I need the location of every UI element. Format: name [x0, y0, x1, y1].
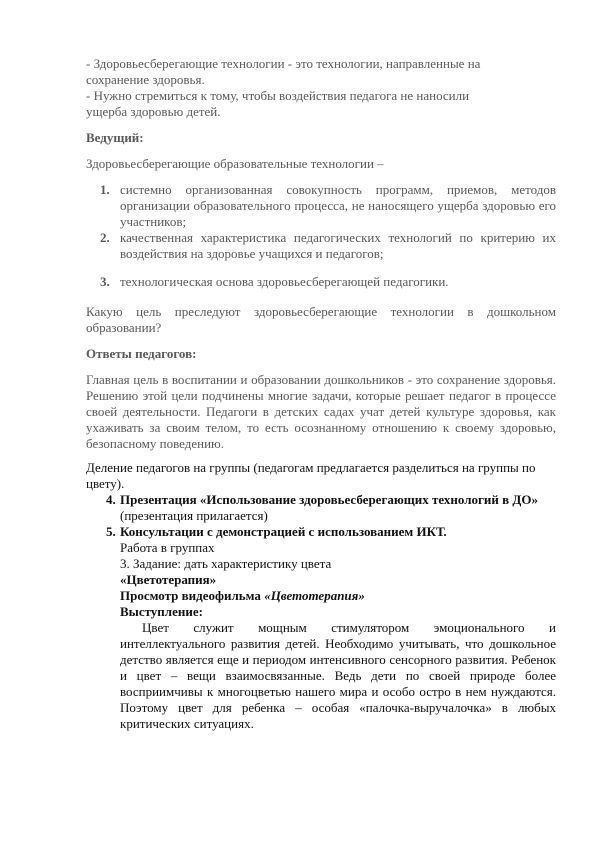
leader-heading: Ведущий: — [86, 130, 144, 145]
speech-heading: Выступление: — [120, 604, 203, 619]
activity-item-number: 4. — [106, 492, 116, 507]
activity-item-presentation — [86, 492, 556, 524]
intro-line-1: - Здоровьесберегающие технологии - это технологии, направленные на сохранение здоровья. — [86, 56, 481, 87]
division-text: Деление педагогов на группы (педагогам предлагается разделиться на группы по цвету). — [86, 460, 536, 491]
activity-item-title: Консультации с демонстрацией с использованием ИКТ. — [120, 524, 447, 539]
activity-item-consultation — [86, 524, 556, 540]
leader-question: Какую цель преследуют здоровьесберегающие технологии в дошкольном образовании? — [86, 304, 556, 335]
activity-item-note: (презентация прилагается) — [120, 508, 268, 523]
intro-line-2: - Нужно стремиться к тому, чтобы воздействия педагога не наносили ущерба здоровью детей. — [86, 88, 470, 119]
definition-item-number: 1. — [100, 182, 110, 197]
definition-item-text: технологическая основа здоровьесберегающей педагогики. — [120, 274, 449, 289]
groups-block — [86, 460, 556, 732]
video-line — [120, 588, 556, 604]
definition-item-text: системно организованная совокупность программ, приемов, методов организации образовательного процесса, не наносящего ущерба здоровью его участников; — [120, 182, 556, 229]
definition-item-number: 3. — [100, 274, 110, 289]
definition-item — [86, 230, 556, 262]
definition-item — [86, 274, 556, 290]
definition-list — [86, 182, 556, 290]
speech-text: Цвет служит мощным стимулятором эмоционального и интеллектуального развития детей. Необходимо учитывать, что дошкольное детство является еще и периодом интенсивного сенсорного развития. Ребенок и цвет – вещи взаимосвязанные. Ведь дети по своей природе более восприимчивы к многоцветью нашего мира и особо остро в нем нуждаются. Поэтому цвет для ребенка – особая «палочка-выручалочка» в любых критических ситуациях. — [120, 620, 556, 731]
video-title: «Цветотерапия» — [264, 588, 365, 603]
definition-item-text: качественная характеристика педагогических технологий по критерию их воздействия на здоровье учащихся и педагогов; — [120, 230, 556, 261]
definition-intro: Здоровьесберегающие образовательные технологии – — [86, 156, 384, 171]
video-prefix: Просмотр видеофильма — [120, 588, 265, 603]
document-page — [86, 56, 556, 732]
activity-item-title: Презентация «Использование здоровьесберегающих технологий в ДО» — [120, 492, 538, 507]
task-line: 3. Задание: дать характеристику цвета — [120, 556, 332, 571]
group-work-label: Работа в группах — [120, 540, 215, 555]
definition-item — [86, 182, 556, 230]
color-therapy-label: «Цветотерапия» — [120, 572, 217, 587]
activity-item-number: 5. — [106, 524, 116, 539]
definition-item-number: 2. — [100, 230, 110, 245]
answers-text: Главная цель в воспитании и образовании дошкольников - это сохранение здоровья. Решению этой цели подчинены многие задачи, которые решает педагог в процессе своей деятельности. Педагоги в детских садах учат детей культуре здоровья, как ухаживать за своим телом, то есть осознанному отношению к своему здоровью, безопасному поведению. — [86, 372, 556, 451]
group-work-block — [86, 540, 556, 732]
answers-heading: Ответы педагогов: — [86, 346, 197, 361]
intro-block — [86, 56, 506, 120]
activities-list — [86, 492, 556, 540]
